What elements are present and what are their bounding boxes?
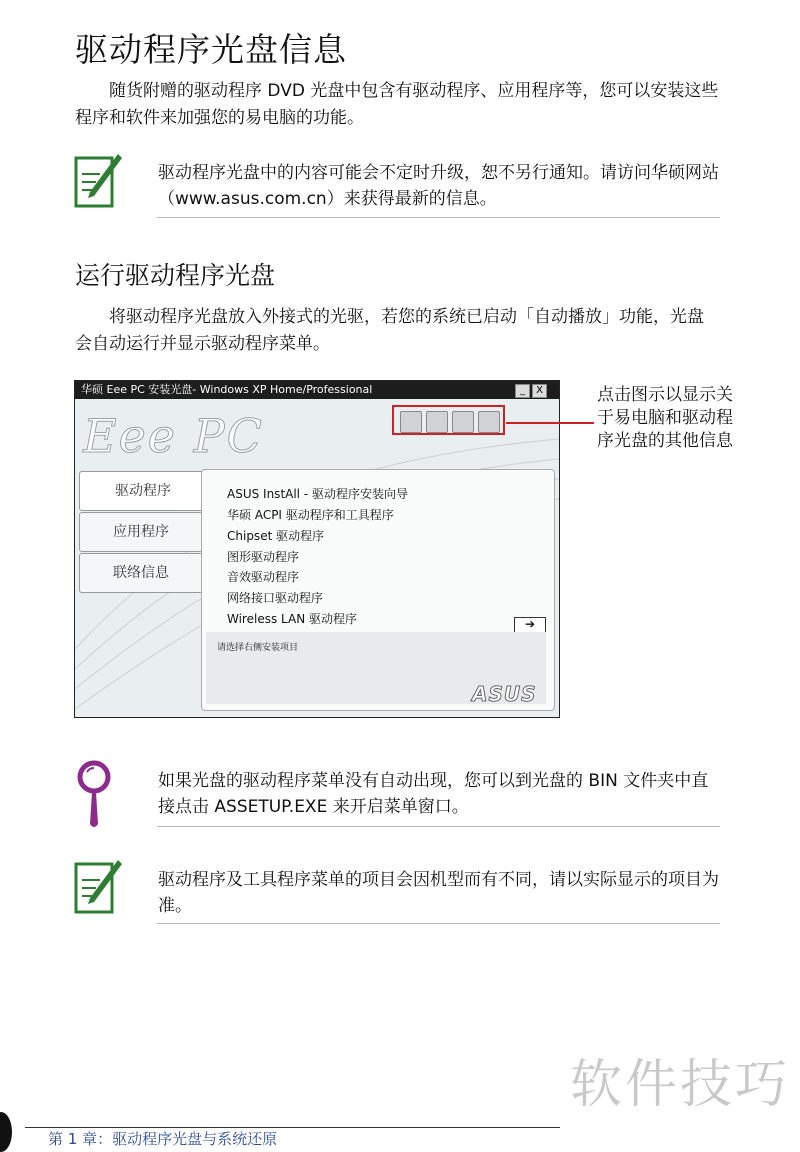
- magnifier-icon: [74, 760, 114, 834]
- next-arrow-button[interactable]: ➔: [514, 617, 546, 633]
- watermark: 软件技巧: [570, 1055, 791, 1115]
- page-tab-marker: [0, 1112, 12, 1152]
- menu-item[interactable]: 图形驱动程序: [227, 550, 300, 564]
- note-pencil-icon: [74, 152, 122, 214]
- note-pencil-icon: [74, 858, 122, 920]
- menu-item[interactable]: Wireless LAN 驱动程序: [227, 612, 357, 626]
- window-titlebar: [75, 381, 559, 399]
- intro-paragraph: 随货附赠的驱动程序 DVD 光盘中包含有驱动程序、应用程序等，您可以安装这些程序和软件来加强您的易电脑的功能。: [75, 81, 719, 128]
- divider: [157, 826, 720, 827]
- menu-item[interactable]: 网络接口驱动程序: [227, 591, 324, 605]
- tab-drivers[interactable]: 驱动程序: [79, 471, 206, 511]
- menu-item[interactable]: Chipset 驱动程序: [227, 529, 325, 543]
- note-text: 如果光盘的驱动程序菜单没有自动出现，您可以到光盘的 BIN 文件夹中直接点击 ASSETUP.EXE 来开启菜单窗口。: [158, 771, 709, 817]
- driver-menu-panel: [201, 469, 555, 711]
- window-title: 华硕 Eee PC 安装光盘- Windows XP Home/Professional: [81, 383, 373, 396]
- note-text: 驱动程序光盘中的内容可能会不定时升级，恕不另行通知。请访问华硕网站（www.asus.com.cn）来获得最新的信息。: [158, 163, 719, 209]
- callout-text: 点击图示以显示关于易电脑和驱动程序光盘的其他信息: [597, 385, 733, 451]
- section-paragraph: 将驱动程序光盘放入外接式的光驱，若您的系统已启动「自动播放」功能，光盘会自动运行并显示驱动程序菜单。: [75, 307, 704, 354]
- asus-logo: ASUS: [472, 682, 537, 706]
- section-title: 运行驱动程序光盘: [75, 261, 276, 290]
- callout-line: [506, 422, 594, 424]
- note-text: 驱动程序及工具程序菜单的项目会因机型而有不同，请以实际显示的项目为准。: [158, 870, 719, 916]
- tab-contact[interactable]: 联络信息: [79, 553, 203, 593]
- menu-item[interactable]: ASUS InstAll - 驱动程序安装向导: [227, 487, 408, 501]
- menu-item[interactable]: 华硕 ACPI 驱动程序和工具程序: [227, 508, 394, 522]
- tab-applications[interactable]: 应用程序: [79, 512, 203, 552]
- installer-window-screenshot: [74, 380, 560, 718]
- icon-highlight-box: [392, 405, 505, 435]
- page-title: 驱动程序光盘信息: [75, 30, 347, 69]
- divider: [157, 217, 720, 218]
- footer-chapter: 第 1 章：驱动程序光盘与系统还原: [48, 1130, 278, 1148]
- close-button[interactable]: X: [532, 384, 547, 398]
- eee-pc-logo: Eee PC: [83, 409, 264, 463]
- minimize-button[interactable]: _: [515, 384, 530, 398]
- divider: [157, 923, 720, 924]
- hint-text: 请选择右侧安装项目: [217, 643, 299, 653]
- menu-item[interactable]: 音效驱动程序: [227, 570, 300, 584]
